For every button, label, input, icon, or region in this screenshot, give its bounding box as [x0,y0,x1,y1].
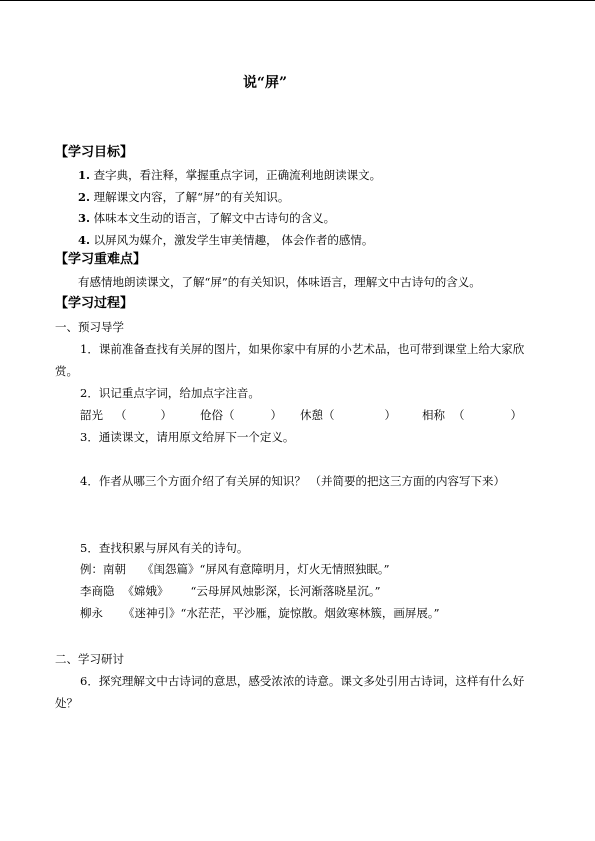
question-1-line-1: 1．课前准备查找有关屏的图片，如果你家中有屏的小艺术品，也可带到课堂上给大家欣 [80,342,525,356]
section-header-process: 【学习过程】 [55,296,134,311]
poem-author: 李商隐 [80,584,115,598]
poem-work: 《迷神引》 [123,606,181,620]
blank-close: ） [160,408,172,422]
goal-text: 体味本文生动的语言，了解文中古诗句的含义。 [93,211,336,225]
section-header-key-points: 【学习重难点】 [55,252,147,267]
blank-open: （ [453,408,465,422]
goal-text: 查字典，看注释，掌握重点字词，正确流利地朗读课文。 [93,168,382,182]
goal-item-2 [78,190,289,204]
vocab-word-3 [300,408,396,422]
poem-line-2 [80,584,381,598]
goal-item-1 [78,168,381,182]
vocab-word-1 [80,408,172,422]
blank-open: （ [323,408,335,422]
poem-verse: “云母屏风烛影深，长河渐落晓星沉。” [190,584,381,598]
goal-number: 4. [78,233,91,247]
vocab-word-4 [422,408,522,422]
page-title: 说“屏” [242,75,288,91]
question-6-line-1: 6．探究理解文中古诗词的意思，感受浓浓的诗意。课文多处引用古诗词，这样有什么好 [80,674,525,688]
vocab-term: 相称 [422,408,445,422]
blank-close: ） [510,408,522,422]
goal-text: 以屏风为媒介，激发学生审美情趣， 体会作者的感情。 [93,233,374,247]
question-6-line-2: 处？ [55,696,78,710]
vocab-term: 休憩 [300,408,323,422]
part-heading-study: 二、学习研讨 [55,652,124,666]
key-points-text: 有感情地朗读课文，了解“屏”的有关知识，体味语言，理解文中古诗句的含义。 [78,275,481,289]
blank-open: （ [223,408,235,422]
vocab-word-2 [200,408,282,422]
question-1-line-2: 赏。 [55,364,78,378]
part-heading-preview: 一、预习导学 [55,320,124,334]
goal-item-4 [78,233,373,247]
question-3: 3．通读课文，请用原文给屏下一个定义。 [80,430,295,444]
blank-open: （ [115,408,127,422]
goal-text: 理解课文内容，了解“屏”的有关知识。 [93,190,290,204]
vocab-term: 韶光 [80,408,103,422]
poem-author: 例：南朝 [80,562,126,576]
question-4: 4．作者从哪三个方面介绍了有关屏的知识？ （并简要的把这三方面的内容写下来） [80,474,505,488]
vocab-term: 伧俗 [200,408,223,422]
goal-item-3 [78,211,335,225]
goal-number: 3. [78,211,91,225]
poem-line-1 [80,562,390,576]
page-top-rule [0,0,595,1]
poem-verse: “水茫茫，平沙雁，旋惊散。烟敛寒林簇，画屏展。” [180,606,440,620]
goal-number: 1. [78,168,91,182]
blank-close: ） [384,408,396,422]
poem-line-3 [80,606,440,620]
poem-author: 柳永 [80,606,103,620]
goal-number: 2. [78,190,91,204]
question-2: 2．识记重点字词，给加点字注音。 [80,386,260,400]
poem-work: 《闺怨篇》 [142,562,200,576]
blank-close: ） [270,408,282,422]
section-header-goals: 【学习目标】 [55,145,134,160]
poem-verse: “屏风有意障明月，灯火无情照独眠。” [199,562,390,576]
poem-work: 《嫦娥》 [122,584,169,598]
question-5: 5．查找积累与屏风有关的诗句。 [80,541,249,555]
